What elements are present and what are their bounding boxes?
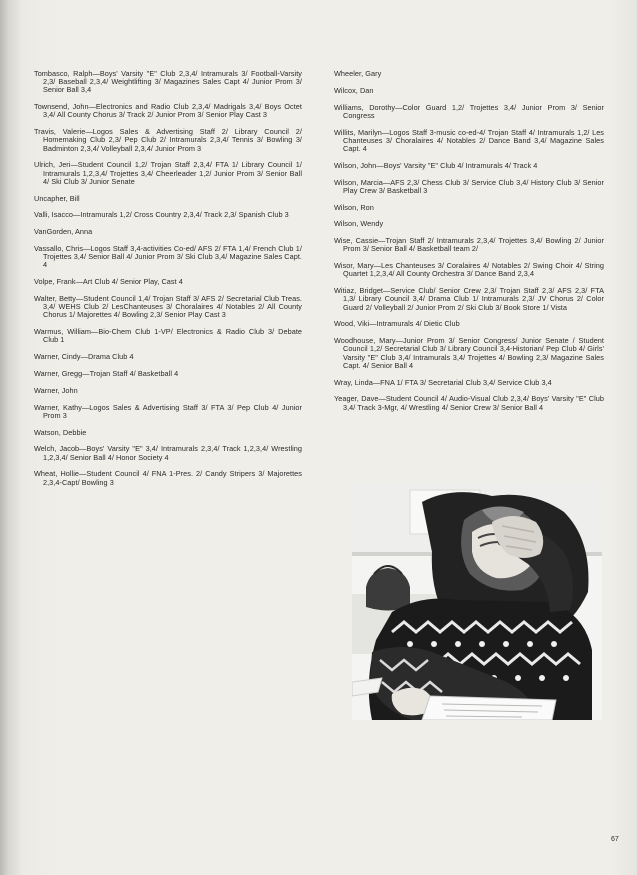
- directory-entry: Vassallo, Chris—Logos Staff 3,4-activities Co-ed/ AFS 2/ FTA 1,4/ French Club 1/ Trojettes 3,4/ Senior Ball 4/ Junior Prom 3/ Ski Club 3,4/ Magazine Sales Capt. 4: [34, 244, 302, 270]
- directory-entry: Witiaz, Bridget—Service Club/ Senior Crew 2,3/ Trojan Staff 2,3/ AFS 2,3/ FTA 1,3/ Library Council 3,4/ Drama Club 1/ Intramurals 2,3/ JV Chorus 2/ Color Guard 2/ Volleyball 2/ Junior Prom 2/ Ski Club 3/ Book Store 1/ Vista: [334, 286, 604, 312]
- directory-entry: Warner, Kathy—Logos Sales & Advertising Staff 3/ FTA 3/ Pep Club 4/ Junior Prom 3: [34, 402, 302, 420]
- directory-entry: Watson, Debbie: [34, 427, 87, 437]
- directory-entry: Wheeler, Gary: [334, 69, 382, 78]
- directory-entry: Willits, Marilyn—Logos Staff 3-music co-ed-4/ Trojan Staff 4/ Intramurals 1,2/ Les Chanteuses 3/ Choralaires 4/ Notables 2/ Dance Band 3,4/ Magazine Sales Capt. 4: [334, 127, 604, 153]
- directory-entry: Valli, Isacco—Intramurals 1,2/ Cross Country 2,3,4/ Track 2,3/ Spanish Club 3: [34, 210, 289, 220]
- student-studying-photo: [352, 482, 602, 720]
- directory-entry: Tombasco, Ralph—Boys' Varsity "E" Club 2,3,4/ Intramurals 3/ Football-Varsity 2,3/ Baseball 2,3,4/ Weightlifting 3/ Magazines Sales Capt 4/ Junior Prom 3/ Senior Ball 3,4: [34, 69, 302, 95]
- directory-entry: Volpe, Frank—Art Club 4/ Senior Play, Cast 4: [34, 277, 183, 287]
- directory-entry: Wheat, Hollie—Student Council 4/ FNA 1-Pres. 2/ Candy Stripers 3/ Majorettes 2,3,4-Capt/ Bowling 3: [34, 469, 302, 487]
- directory-entry: Warmus, William—Bio-Chem Club 1-VP/ Electronics & Radio Club 3/ Debate Club 1: [34, 327, 302, 345]
- directory-entry: Wilson, Wendy: [334, 219, 384, 229]
- directory-entry: Wilson, John—Boys' Varsity "E" Club 4/ Intramurals 4/ Track 4: [334, 160, 538, 170]
- photo-illustration: [352, 482, 602, 720]
- directory-entry: Yeager, Dave—Student Council 4/ Audio-Visual Club 2,3,4/ Boys' Varsity "E" Club 3,4/ Track 3-Mgr, 4/ Wrestling 4/ Senior Crew 3/ Senior Ball 4: [334, 394, 604, 412]
- directory-entry: Ulrich, Jeri—Student Council 1,2/ Trojan Staff 2,3,4/ FTA 1/ Library Council 1/ Intramurals 1,2,3,4/ Trojettes 3,4/ Cheerleader 1,2/ Junior Prom 3/ Senior Ball 4/ Ski Club 3/ Junior Senate: [34, 160, 302, 186]
- directory-entry: Wilson, Marcia—AFS 2,3/ Chess Club 3/ Service Club 3,4/ History Club 3/ Senior Play Crew 3/ Basketball 3: [334, 177, 604, 195]
- directory-entry: Welch, Jacob—Boys' Varsity "E" 3,4/ Intramurals 2,3,4/ Track 1,2,3,4/ Wrestling 1,2,3,4/ Senior Ball 4/ Honor Society 4: [34, 444, 302, 462]
- directory-entry: Wise, Cassie—Trojan Staff 2/ Intramurals 2,3,4/ Trojettes 3,4/ Bowling 2/ Junior Prom 3/ Senior Ball 4/ Basketball team 2/: [334, 236, 604, 254]
- directory-entry: Travis, Valerie—Logos Sales & Advertising Staff 2/ Library Council 2/ Homemaking Club 2,3/ Pep Club 2/ Intramurals 2,3,4/ Tennis 3/ Bowling 3/ Badminton 2,3,4/ Volleyball 2,3,4/ Junior Prom 3: [34, 127, 302, 153]
- directory-entry: Townsend, John—Electronics and Radio Club 2,3,4/ Madrigals 3,4/ Boys Octet 3,4/ All County Chorus 3/ Track 2/ Junior Prom 3/ Senior Play Cast 3: [34, 102, 302, 120]
- senior-directory-left-column: [34, 70, 302, 495]
- page-number: 67: [611, 836, 619, 843]
- directory-entry: Warner, Gregg—Trojan Staff 4/ Basketball 4: [34, 369, 179, 378]
- directory-entry: Woodhouse, Mary—Junior Prom 3/ Senior Congress/ Junior Senate / Student Council 1,2/ Secretarial Club 3/ Library Council 3,4-Historian/ Pep Club 4/ Girls' Varsity "E" Club 3,4/ Intramurals 3,4/ Trojettes 4/ Bowling 2,3/ Magazine Sales Capt. 4/ Senior Ball 4: [334, 336, 604, 370]
- senior-directory-right-column: [334, 70, 604, 420]
- directory-entry: VanGorden, Anna: [34, 227, 93, 237]
- directory-entry: Walter, Betty—Student Council 1,4/ Trojan Staff 3/ AFS 2/ Secretarial Club Treas. 3,4/ WEHS Club 2/ LesChanteuses 3/ Choralaires 4/ Notables 2/ All County Chorus 1/ Majorettes 4/ Bowling 2,3/ Senior Play Cast 3: [34, 294, 302, 320]
- directory-entry: Warner, John: [34, 385, 78, 395]
- directory-entry: Uncapher, Bill: [34, 193, 80, 203]
- directory-entry: Wray, Linda—FNA 1/ FTA 3/ Secretarial Club 3,4/ Service Club 3,4: [334, 377, 552, 387]
- directory-entry: Wilson, Ron: [334, 202, 374, 212]
- directory-entry: Wilcox, Dan: [334, 85, 374, 95]
- directory-entry: Wisor, Mary—Les Chanteuses 3/ Coralaires 4/ Notables 2/ Swing Choir 4/ String Quartet 1,2,3,4/ All County Orchestra 3/ Dance Band 2,3,4: [334, 261, 604, 279]
- directory-entry: Williams, Dorothy—Color Guard 1,2/ Trojettes 3,4/ Junior Prom 3/ Senior Congress: [334, 102, 604, 120]
- directory-entry: Warner, Cindy—Drama Club 4: [34, 352, 134, 362]
- directory-entry: Wood, Viki—Intramurals 4/ Dietic Club: [334, 319, 460, 329]
